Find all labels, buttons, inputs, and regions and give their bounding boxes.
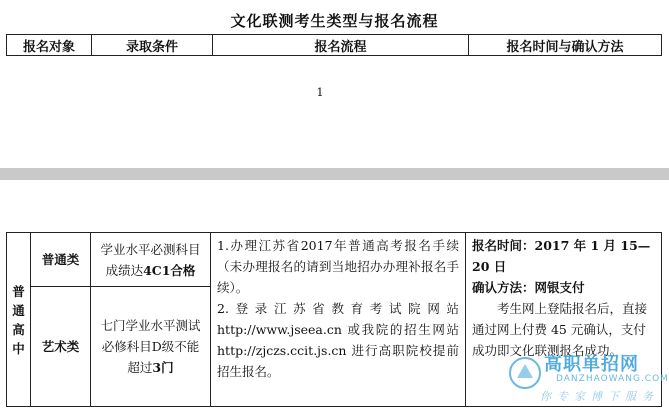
document-title: 文化联测考生类型与报名流程 [230, 12, 439, 30]
category-cell [7, 233, 31, 407]
type-cell: 普通类 [31, 233, 91, 287]
confirm-method-label: 确认方法：网银支付 [472, 280, 585, 295]
process-cell [211, 233, 466, 407]
category-char: 中 [12, 340, 25, 356]
type-cell: 艺术类 [31, 287, 91, 407]
condition-cell [91, 287, 211, 407]
time-cell [466, 233, 662, 407]
table-row [7, 233, 662, 287]
category-char: 通 [12, 302, 25, 318]
process-step-2: 2.登录江苏省教育考试院网站http://www.jseea.cn 或我院的招生网站 http://zjczs.ccit.js.cn 进行高职院校提前招生报名。 [217, 301, 459, 379]
condition-text: 学业水平必测科目成绩达 [100, 241, 201, 278]
process-step-1: 1.办理江苏省2017年普通高考报名手续（未办理报名的请到当地招办办理补报名手续）。 [217, 238, 459, 295]
header-col-condition: 录取条件 [92, 35, 213, 56]
header-row [7, 35, 662, 56]
registration-time: 报名时间：2017 年 1 月 15—20 日 [472, 238, 651, 274]
watermark-title: 高职单招网 [544, 354, 639, 375]
header-col-target: 报名对象 [7, 35, 92, 56]
condition-cell [91, 233, 211, 287]
page-bottom [0, 180, 669, 408]
page-top [0, 0, 669, 168]
page-number: 1 [316, 86, 324, 99]
registration-table [6, 232, 662, 407]
header-table [6, 34, 662, 56]
category-char: 高 [12, 321, 25, 337]
header-col-process: 报名流程 [213, 35, 469, 56]
condition-text: 七门学业水平测试必修科目D级不能超过 [100, 318, 201, 375]
confirm-method-text: 考生网上登陆报名后，直接通过网上付费 45 元确认，支付成功即文化联测报名成功。 [472, 301, 648, 358]
category-char: 普 [12, 283, 25, 299]
watermark-url: DANZHAOWANG.COM [556, 374, 669, 384]
header-col-time: 报名时间与确认方法 [469, 35, 662, 56]
condition-bold: 4C1合格 [143, 262, 196, 278]
condition-bold: 3门 [152, 360, 174, 375]
watermark-slogan: 你专家博下服务 [540, 390, 659, 403]
page-separator [0, 168, 669, 180]
